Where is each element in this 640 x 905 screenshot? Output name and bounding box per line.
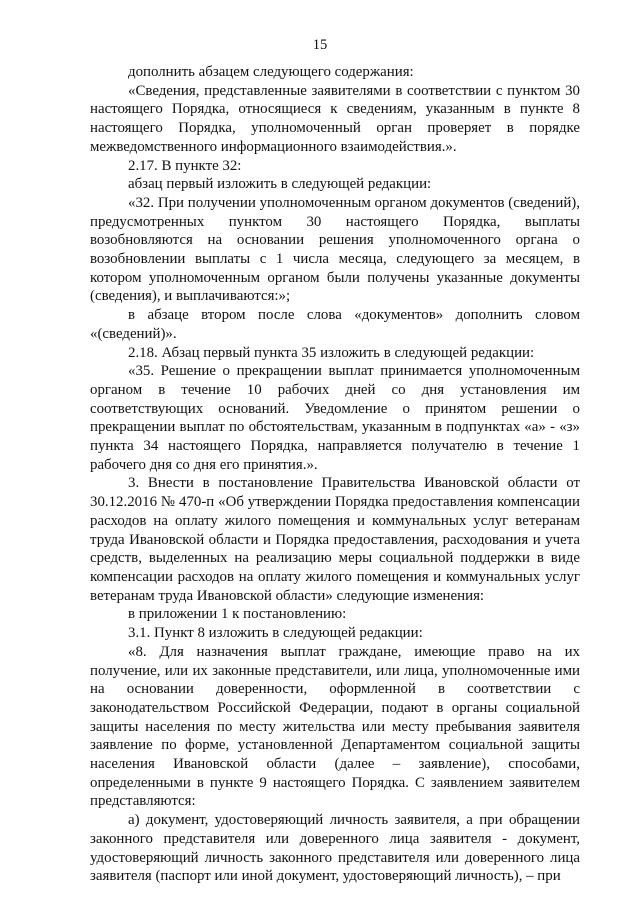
paragraph: «32. При получении уполномоченным органом документов (сведений), предусмотренных пунктом 30 настоящего Порядка, выплаты возобновляются на основании решения уполномоченного органа о возобновлении выплаты с 1 числа месяца, следующего за месяцем, в котором уполномоченным органом были получены указанные документы (сведения), и выплачиваются:»; xyxy=(90,194,580,305)
paragraph: абзац первый изложить в следующей редакции: xyxy=(128,176,432,193)
document-body xyxy=(90,63,580,886)
paragraph: 2.18. Абзац первый пункта 35 изложить в следующей редакции: xyxy=(128,344,535,361)
paragraph: 2.17. В пункте 32: xyxy=(128,157,242,174)
paragraph: дополнить абзацем следующего содержания: xyxy=(128,64,414,80)
paragraph: «Сведения, представленные заявителями в соответствии с пунктом 30 настоящего Порядка, относящиеся к сведениям, указанным в пункте 8 настоящего Порядка, уполномоченный орган проверяет в порядке межведомственного информационного взаимодействия.». xyxy=(90,82,580,155)
paragraph: 3.1. Пункт 8 изложить в следующей редакции: xyxy=(128,625,423,642)
paragraph: в приложении 1 к постановлению: xyxy=(128,606,347,623)
paragraph: «8. Для назначения выплат граждане, имеющие право на их получение, или их законные представители, или лица, уполномоченные ими на основании доверенности, оформленной в соответствии с законодательством Российской Федерации, подают в органы социальной защиты населения по месту жительства или месту пребывания заявителя заявление по форме, установленной Департаментом социальной защиты населения Ивановской области (далее – заявление), способами, определенными в пункте 9 настоящего Порядка. С заявлением заявителем представляются: xyxy=(90,643,580,810)
paragraph: в абзаце втором после слова «документов» дополнить словом «(сведений)». xyxy=(90,307,580,342)
paragraph: «35. Решение о прекращении выплат принимается уполномоченным органом в течение 10 рабочих дней со дня установления им соответствующих оснований. Уведомление о принятом решении о прекращении выплат по обстоятельствам, указанным в подпунктах «а» - «з» пункта 34 настоящего Порядка, направляется получателю в течение 1 рабочего дня со дня его принятия.». xyxy=(90,363,580,473)
paragraph: а) документ, удостоверяющий личность заявителя, а при обращении законного представителя или доверенного лица заявителя - документ, удостоверяющий личность законного представителя или доверенного лица заявителя (паспорт или иной документ, удостоверяющий личность), – при xyxy=(90,812,580,885)
page-number: 15 xyxy=(312,37,328,53)
paragraph: 3. Внести в постановление Правительства Ивановской области от 30.12.2016 № 470-п «Об утверждении Порядка предоставления компенсации расходов на оплату жилого помещения и коммунальных услуг ветеранам труда Ивановской области и Порядка предоставления, расходования и учета средств, выделенных на реализацию меры социальной поддержки в виде компенсации расходов на оплату жилого помещения и коммунальных услуг ветеранам труда Ивановской области» следующие изменения: xyxy=(90,475,580,604)
